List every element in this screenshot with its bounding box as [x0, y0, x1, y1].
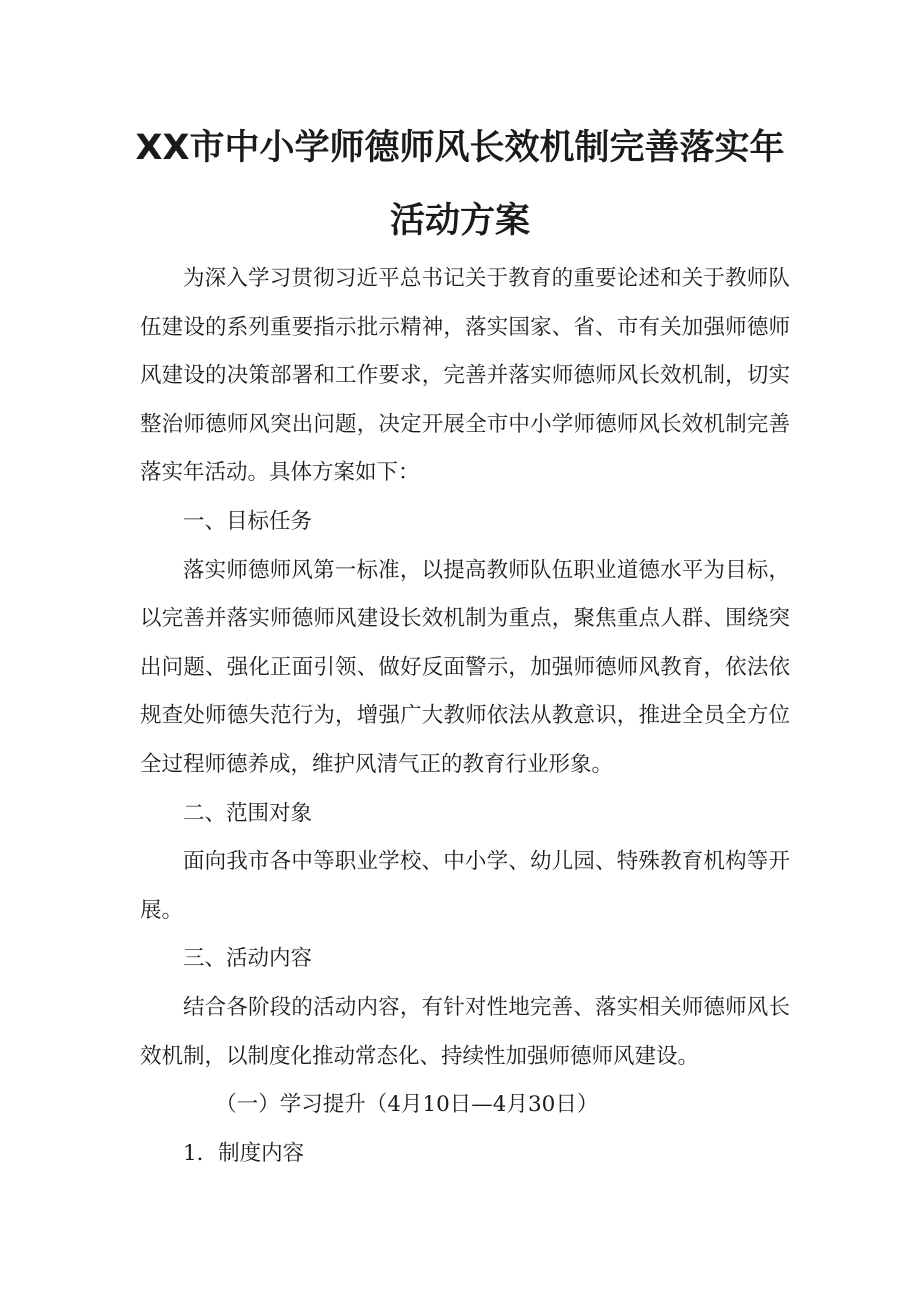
document-title-line-1: XX市中小学师德师风长效机制完善落实年 [135, 128, 785, 168]
goals-paragraph: 落实师德师风第一标准，以提高教师队伍职业道德水平为目标，以完善并落实师德师风建设长效机制为重点，聚焦重点人群、围绕突出问题、强化正面引领、做好反面警示，加强师德师风教育，依法依规查处师德失范行为，增强广大教师依法从教意识，推进全员全方位全过程师德养成，维护风清气正的教育行业形象。 [140, 557, 790, 777]
content-paragraph: 结合各阶段的活动内容，有针对性地完善、落实相关师德师风长效机制，以制度化推动常态化、持续性加强师德师风建设。 [140, 994, 790, 1069]
scope-paragraph: 面向我市各中等职业学校、中小学、幼儿园、特殊教育机构等开展。 [140, 849, 790, 923]
intro-paragraph: 为深入学习贯彻习近平总书记关于教育的重要论述和关于教师队伍建设的系列重要指示批示精神，落实国家、省、市有关加强师德师风建设的决策部署和工作要求，完善并落实师德师风长效机制，切实整治师德师风突出问题，决定开展全市中小学师德师风长效机制完善落实年活动。具体方案如下： [140, 266, 790, 486]
section-heading-content: 三、活动内容 [183, 946, 313, 972]
item-heading-system-content: 1．制度内容 [183, 1140, 305, 1166]
section-heading-scope: 二、范围对象 [183, 800, 313, 826]
subsection-heading-study: （一）学习提升（4月10日—4月30日） [215, 1092, 599, 1118]
document-body [140, 255, 790, 1178]
section-heading-goals: 一、目标任务 [183, 508, 313, 534]
document-title-line-2: 活动方案 [389, 201, 530, 241]
